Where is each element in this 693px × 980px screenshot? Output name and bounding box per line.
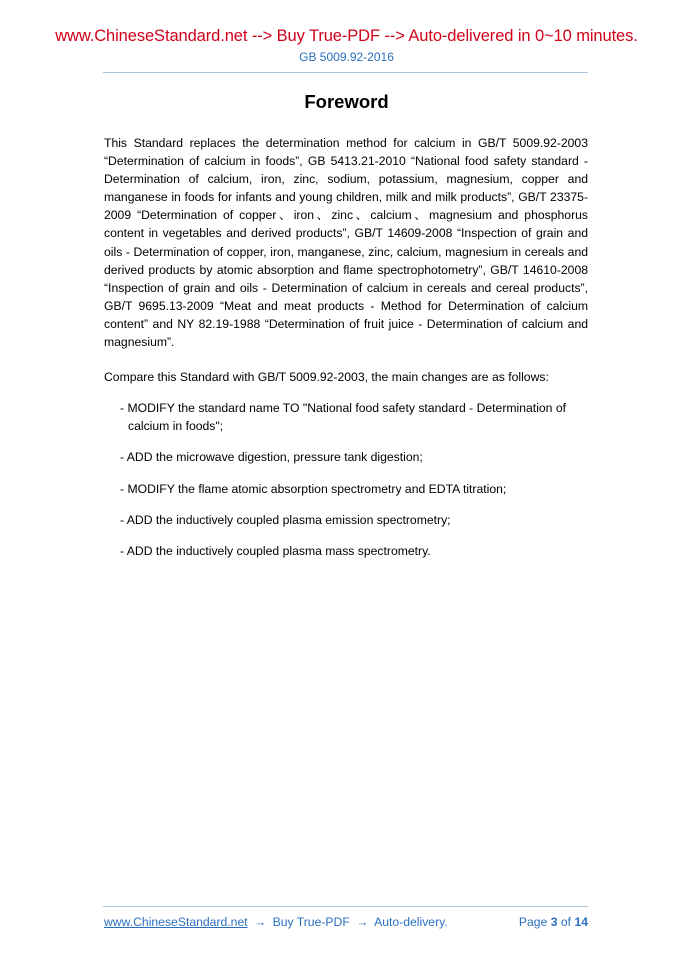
footer-site-link[interactable]: www.ChineseStandard.net xyxy=(104,915,248,929)
standard-id: GB 5009.92-2016 xyxy=(299,50,394,64)
page-prefix: Page xyxy=(518,915,548,929)
change-item: - ADD the inductively coupled plasma mass spectrometry. xyxy=(120,543,431,558)
footer-divider xyxy=(103,906,588,907)
page-footer xyxy=(104,915,588,929)
document-body xyxy=(104,134,588,573)
changes-list xyxy=(104,399,588,560)
change-item: - MODIFY the flame atomic absorption spectrometry and EDTA titration; xyxy=(120,481,507,496)
footer-buy-text: Buy True-PDF xyxy=(272,915,350,929)
header-divider xyxy=(103,72,588,73)
right-arrow-icon: → xyxy=(254,915,267,929)
change-item: - MODIFY the standard name TO "National food safety standard - Determination of calcium in foods"; xyxy=(120,401,567,434)
change-item: - ADD the microwave digestion, pressure tank digestion; xyxy=(120,450,423,465)
page-current: 3 xyxy=(550,915,558,929)
page-of: of xyxy=(560,915,572,929)
page-title: Foreword xyxy=(304,91,389,112)
page-number xyxy=(519,915,588,929)
intro-paragraph: This Standard replaces the determination method for calcium in GB/T 5009.92-2003 “Determination of calcium in foods”, GB 5413.21-2010 “National food safety standard - Determination of calcium, iron, zinc, sodium, potassium, magnesium, copper and manganese in foods for infants and young children, milk and milk products”, GB/T 23375-2009 “Determination of copper、iron、zinc、calcium、magnesium and phosphorus content in vegetables and derived products”, GB/T 14609-2008 “Inspection of grain and oils - Determination of copper, iron, manganese, zinc, calcium, magnesium in cereals and derived products by atomic absorption and flame spectrophotometry”, GB/T 14610-2008 “Inspection of grain and oils - Determination of calcium in cereals and cereal products”, GB/T 9695.13-2009 “Meat and meat products - Method for Determination of calcium content” and NY 82.19-1988 “Determination of fruit juice - Determination of calcium and magnesium”. xyxy=(104,136,588,350)
right-arrow-icon: → xyxy=(356,915,369,929)
page-total: 14 xyxy=(574,915,588,929)
footer-delivery-text: Auto-delivery. xyxy=(374,915,448,929)
compare-paragraph: Compare this Standard with GB/T 5009.92-2003, the main changes are as follows: xyxy=(104,370,549,385)
change-item: - ADD the inductively coupled plasma emission spectrometry; xyxy=(120,512,451,527)
promo-banner[interactable]: www.ChineseStandard.net --> Buy True-PDF --> Auto-delivered in 0~10 minutes. xyxy=(55,27,638,45)
